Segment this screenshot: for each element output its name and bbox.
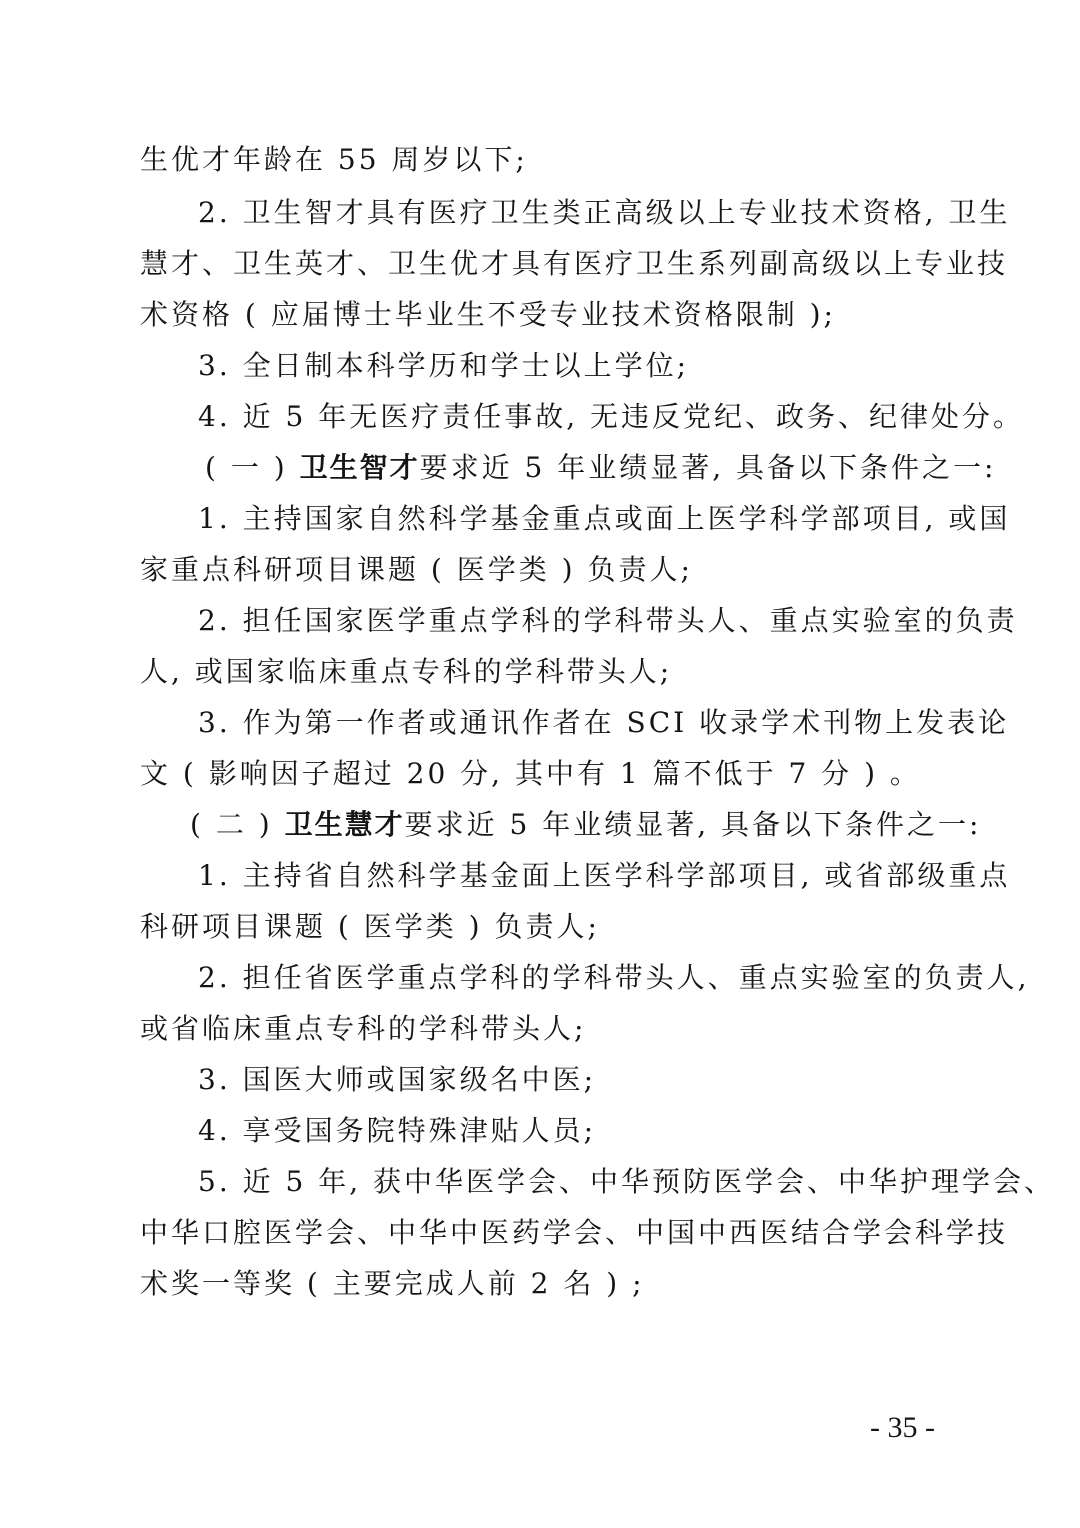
text-line: 5. 近 5 年, 获中华医学会、中华预防医学会、中华护理学会、 [198, 1165, 1056, 1198]
text-line: 2. 担任国家医学重点学科的学科带头人、重点实验室的负责 [198, 604, 1018, 637]
text-line: 术奖一等奖 ( 主要完成人前 2 名 ) ; [140, 1267, 645, 1300]
section-text: 要求近 5 年业绩显著, 具备以下条件之一: [404, 808, 982, 841]
text-line: 2. 担任省医学重点学科的学科带头人、重点实验室的负责人, [198, 961, 1030, 994]
text-line: 3. 全日制本科学历和学士以上学位; [198, 349, 690, 382]
text-line: 慧才、卫生英才、卫生优才具有医疗卫生系列副高级以上专业技 [140, 247, 1009, 280]
text-line: 文 ( 影响因子超过 20 分, 其中有 1 篇不低于 7 分 ) 。 [140, 757, 921, 790]
text-line: 1. 主持国家自然科学基金重点或面上医学科学部项目, 或国 [198, 502, 1011, 535]
section-prefix: ( 二 ) [190, 808, 285, 841]
text-line: 2. 卫生智才具有医疗卫生类正高级以上专业技术资格, 卫生 [198, 196, 1011, 229]
text-line: 3. 作为第一作者或通讯作者在 SCI 收录学术刊物上发表论 [198, 706, 1010, 739]
text-line: 科研项目课题 ( 医学类 ) 负责人; [140, 910, 600, 943]
text-line: 术资格 ( 应届博士毕业生不受专业技术资格限制 ); [140, 298, 836, 331]
section-text: 要求近 5 年业绩显著, 具备以下条件之一: [419, 451, 997, 484]
text-line: 中华口腔医学会、中华中医药学会、中国中西医结合学会科学技 [140, 1216, 1009, 1249]
text-line: 4. 享受国务院特殊津贴人员; [198, 1114, 597, 1147]
text-line: 4. 近 5 年无医疗责任事故, 无违反党纪、政务、纪律处分。 [198, 400, 1025, 433]
text-line: 1. 主持省自然科学基金面上医学科学部项目, 或省部级重点 [198, 859, 1011, 892]
text-line: 家重点科研项目课题 ( 医学类 ) 负责人; [140, 553, 693, 586]
text-line: 人, 或国家临床重点专科的学科带头人; [140, 655, 673, 688]
section-title: 卫生智才 [299, 451, 420, 484]
text-line: 或省临床重点专科的学科带头人; [140, 1012, 587, 1045]
section-heading-1 [205, 448, 996, 488]
text-line: 3. 国医大师或国家级名中医; [198, 1063, 597, 1096]
section-heading-2 [190, 805, 981, 845]
section-prefix: ( 一 ) [205, 451, 300, 484]
section-title: 卫生慧才 [284, 808, 405, 841]
page-number: - 35 - [870, 1411, 935, 1444]
text-line: 生优才年龄在 55 周岁以下; [140, 143, 528, 176]
